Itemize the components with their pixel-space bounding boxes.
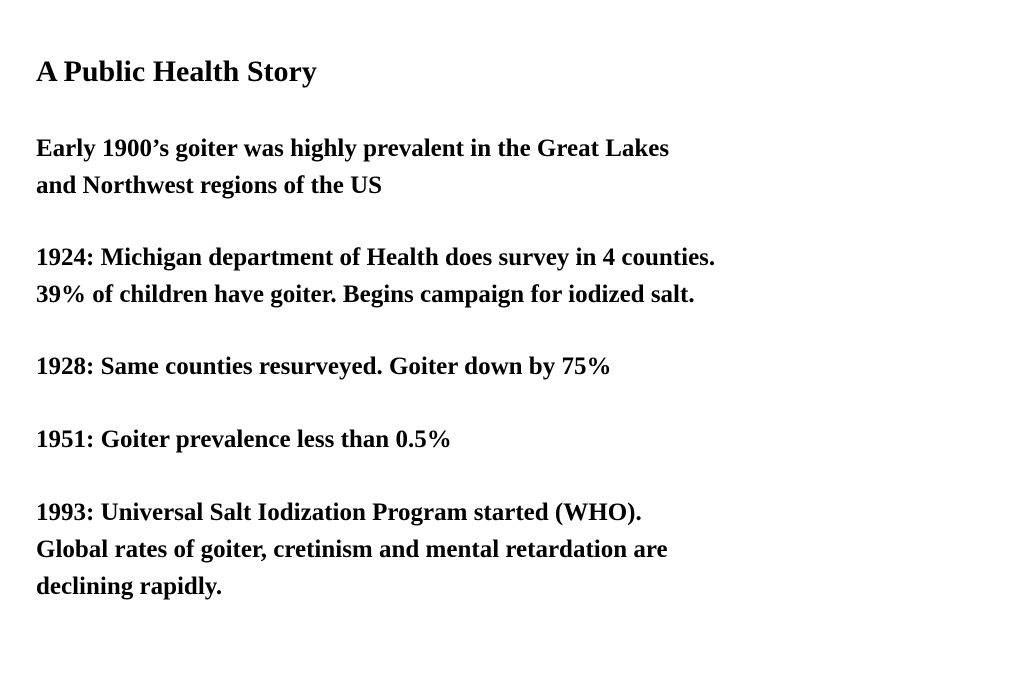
paragraph-early-1900s [36,130,669,204]
paragraph-line: Global rates of goiter, cretinism and mental retardation are [36,536,668,563]
paragraph-line: 1993: Universal Salt Iodization Program started (WHO). [36,499,642,526]
paragraph-line: and Northwest regions of the US [36,172,383,199]
paragraph-1924 [36,239,715,313]
paragraph-1951 [36,421,452,458]
paragraph-line: 1924: Michigan department of Health does survey in 4 counties. [36,244,716,271]
paragraph-1993 [36,494,668,605]
paragraph-line: 1928: Same counties resurveyed. Goiter down by 75% [36,353,612,380]
slide-title: A Public Health Story [36,55,317,88]
paragraph-line: 1951: Goiter prevalence less than 0.5% [36,426,452,453]
paragraph-line: Early 1900’s goiter was highly prevalent in the Great Lakes [36,135,670,162]
paragraph-line: 39% of children have goiter. Begins campaign for iodized salt. [36,281,695,308]
paragraph-line: declining rapidly. [36,573,223,600]
paragraph-1928 [36,348,611,385]
